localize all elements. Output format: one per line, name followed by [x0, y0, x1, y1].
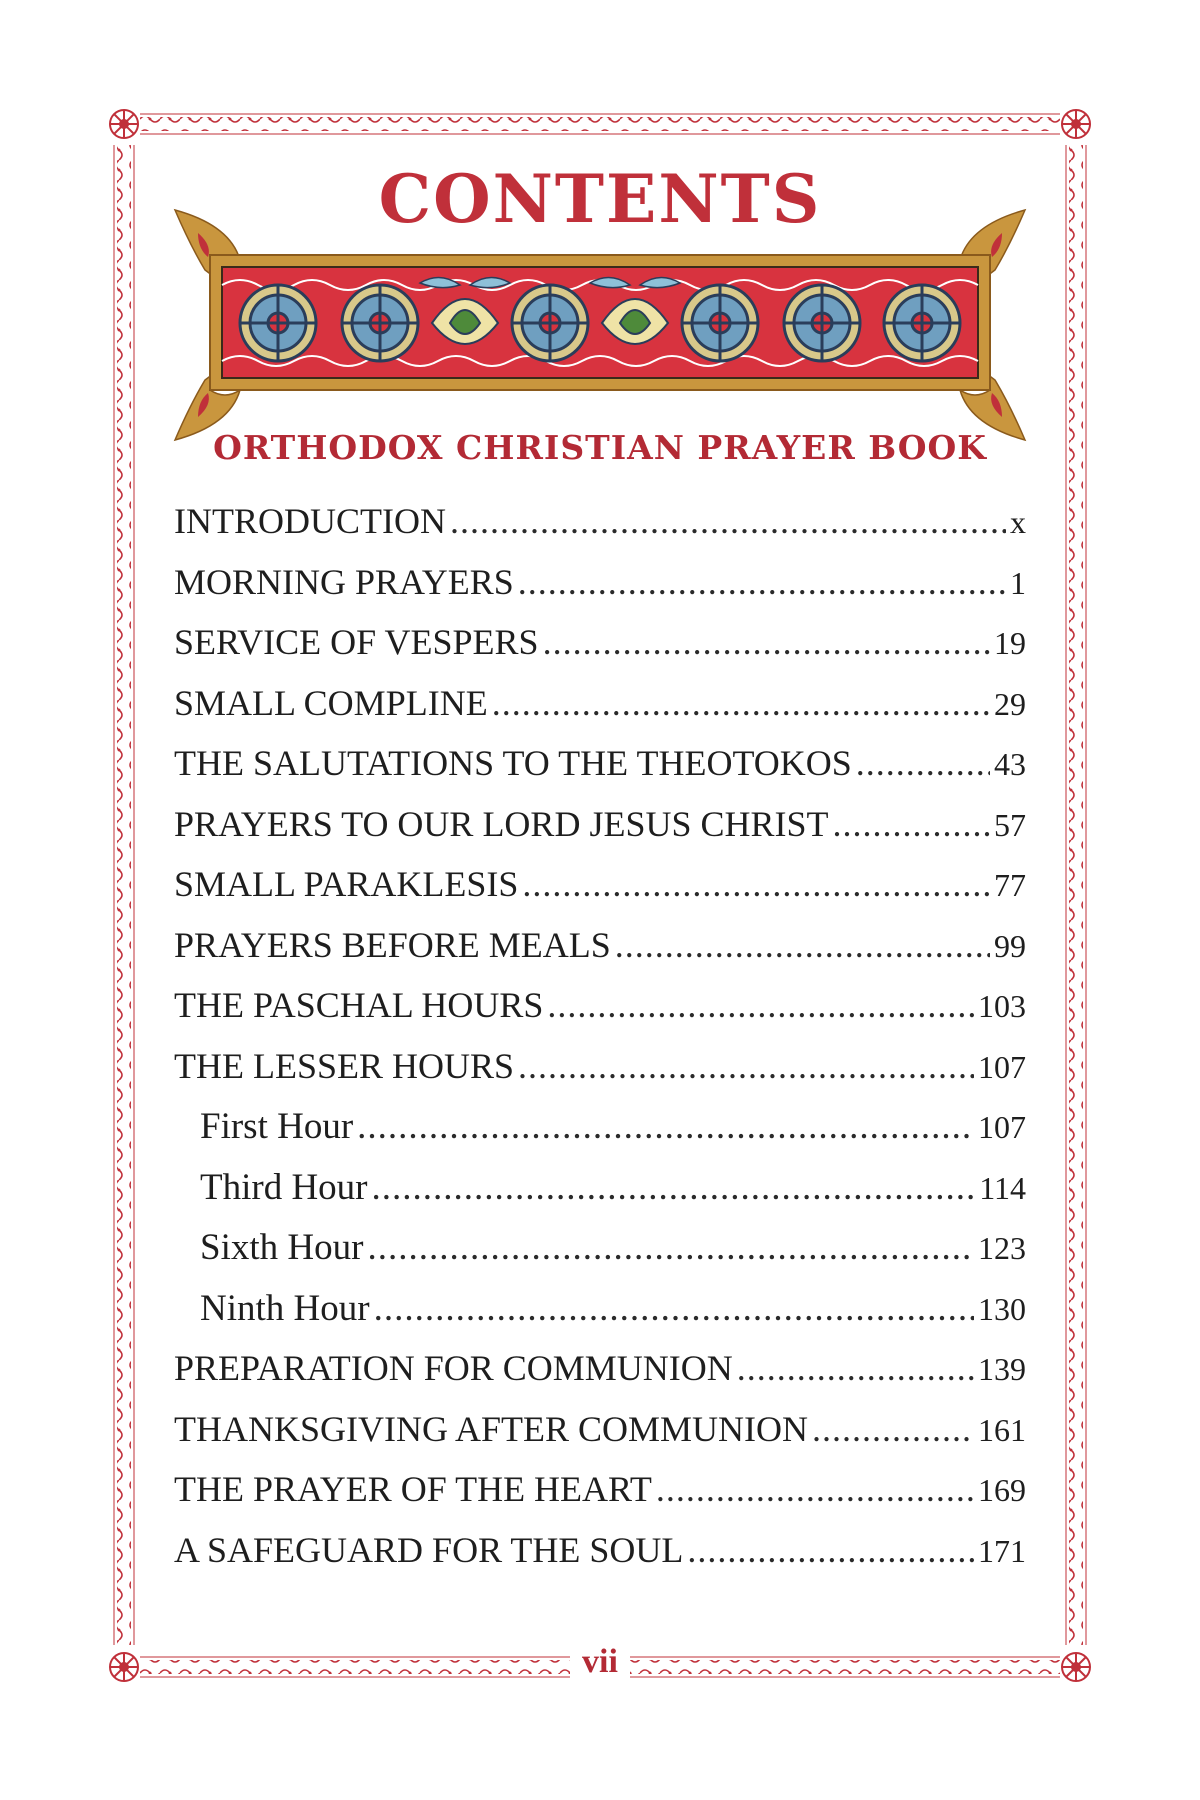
toc-entry-page: 171: [978, 1532, 1026, 1569]
toc-entry[interactable]: [174, 1408, 1026, 1469]
toc-entry-title: THE PASCHAL HOURS: [174, 985, 544, 1025]
book-subtitle: ORTHODOX CHRISTIAN PRAYER BOOK: [213, 428, 987, 467]
toc-entry-page: 169: [978, 1472, 1026, 1508]
toc-entry-page: 57: [994, 806, 1026, 843]
dot-leader: [812, 1408, 974, 1450]
toc-entry[interactable]: [174, 1468, 1026, 1529]
toc-entry[interactable]: [174, 500, 1026, 561]
toc-entry-title: SERVICE OF VESPERS: [174, 622, 539, 662]
toc-entry-title: INTRODUCTION: [174, 501, 446, 541]
toc-entry-page: x: [1010, 504, 1026, 540]
dot-leader: [687, 1529, 974, 1571]
toc-entry-page: 123: [978, 1230, 1026, 1266]
toc-entry-page: 1: [1010, 564, 1026, 601]
dot-leader: [492, 682, 990, 724]
dot-leader: [856, 742, 990, 784]
toc-entry[interactable]: [174, 803, 1026, 864]
toc-entry-page: 107: [978, 1109, 1026, 1145]
toc-entry-title: THE PRAYER OF THE HEART: [174, 1469, 652, 1509]
toc-entry-title: SMALL PARAKLESIS: [174, 864, 519, 904]
dot-leader: [374, 1287, 974, 1330]
toc-entry-title: PREPARATION FOR COMMUNION: [174, 1348, 733, 1388]
toc-entry-title: Ninth Hour: [200, 1287, 370, 1329]
toc-entry-title: Sixth Hour: [200, 1227, 364, 1268]
page-title: CONTENTS: [378, 160, 822, 238]
toc-entry-title: MORNING PRAYERS: [174, 561, 514, 602]
toc-entry-title: A SAFEGUARD FOR THE SOUL: [174, 1529, 684, 1570]
toc-entry[interactable]: [174, 621, 1026, 682]
dot-leader: [543, 621, 990, 663]
dot-leader: [737, 1347, 974, 1389]
toc-entry-title: THE LESSER HOURS: [174, 1045, 515, 1086]
toc-entry-page: 19: [994, 625, 1026, 661]
dot-leader: [357, 1105, 974, 1148]
dot-leader: [522, 863, 990, 905]
toc-entry-page: 103: [978, 988, 1026, 1024]
toc-entry-page: 77: [994, 867, 1026, 903]
toc-subentry[interactable]: [174, 1166, 1026, 1227]
toc-entry-title: SMALL COMPLINE: [174, 682, 488, 723]
toc-entry[interactable]: [174, 682, 1026, 743]
dot-leader: [656, 1468, 974, 1510]
toc-entry-title: First Hour: [200, 1106, 354, 1147]
toc-entry-page: 43: [994, 746, 1026, 782]
toc-entry-page: 107: [978, 1048, 1026, 1085]
toc-entry-title: PRAYERS BEFORE MEALS: [174, 924, 611, 965]
corner-rosette-icon: [1062, 110, 1090, 138]
dot-leader: [615, 924, 990, 966]
toc-entry-page: 161: [978, 1411, 1026, 1448]
dot-leader: [833, 803, 990, 845]
dot-leader: [518, 561, 1006, 603]
toc-subentry[interactable]: [174, 1226, 1026, 1287]
toc-entry[interactable]: [174, 1529, 1026, 1590]
toc-entry-page: 114: [979, 1169, 1026, 1206]
toc-subentry[interactable]: [174, 1287, 1026, 1348]
toc-entry-page: 139: [978, 1351, 1026, 1387]
corner-rosette-icon: [110, 110, 138, 138]
toc-entry-title: Third Hour: [200, 1166, 368, 1208]
toc-entry-title: THE SALUTATIONS TO THE THEOTOKOS: [174, 743, 852, 783]
toc-entry[interactable]: [174, 863, 1026, 924]
toc-entry-page: 29: [994, 685, 1026, 722]
toc-entry-page: 99: [994, 927, 1026, 964]
dot-leader: [547, 984, 974, 1026]
toc-entry[interactable]: [174, 984, 1026, 1045]
toc-entry[interactable]: [174, 742, 1026, 803]
toc-entry[interactable]: [174, 561, 1026, 622]
dot-leader: [372, 1166, 976, 1209]
ornamental-banner-icon: [170, 205, 1030, 445]
toc-entry-page: 130: [978, 1290, 1026, 1327]
toc-entry-title: THANKSGIVING AFTER COMMUNION: [174, 1408, 809, 1449]
dot-leader: [450, 500, 1006, 542]
toc-entry[interactable]: [174, 924, 1026, 985]
page-number: vii: [582, 1643, 618, 1680]
toc-entry[interactable]: [174, 1347, 1026, 1408]
toc-entry-title: PRAYERS TO OUR LORD JESUS CHRIST: [174, 803, 829, 844]
toc-entry[interactable]: [174, 1045, 1026, 1106]
dot-leader: [518, 1045, 974, 1087]
toc-subentry[interactable]: [174, 1105, 1026, 1166]
table-of-contents: [174, 500, 1026, 1589]
dot-leader: [367, 1226, 974, 1269]
